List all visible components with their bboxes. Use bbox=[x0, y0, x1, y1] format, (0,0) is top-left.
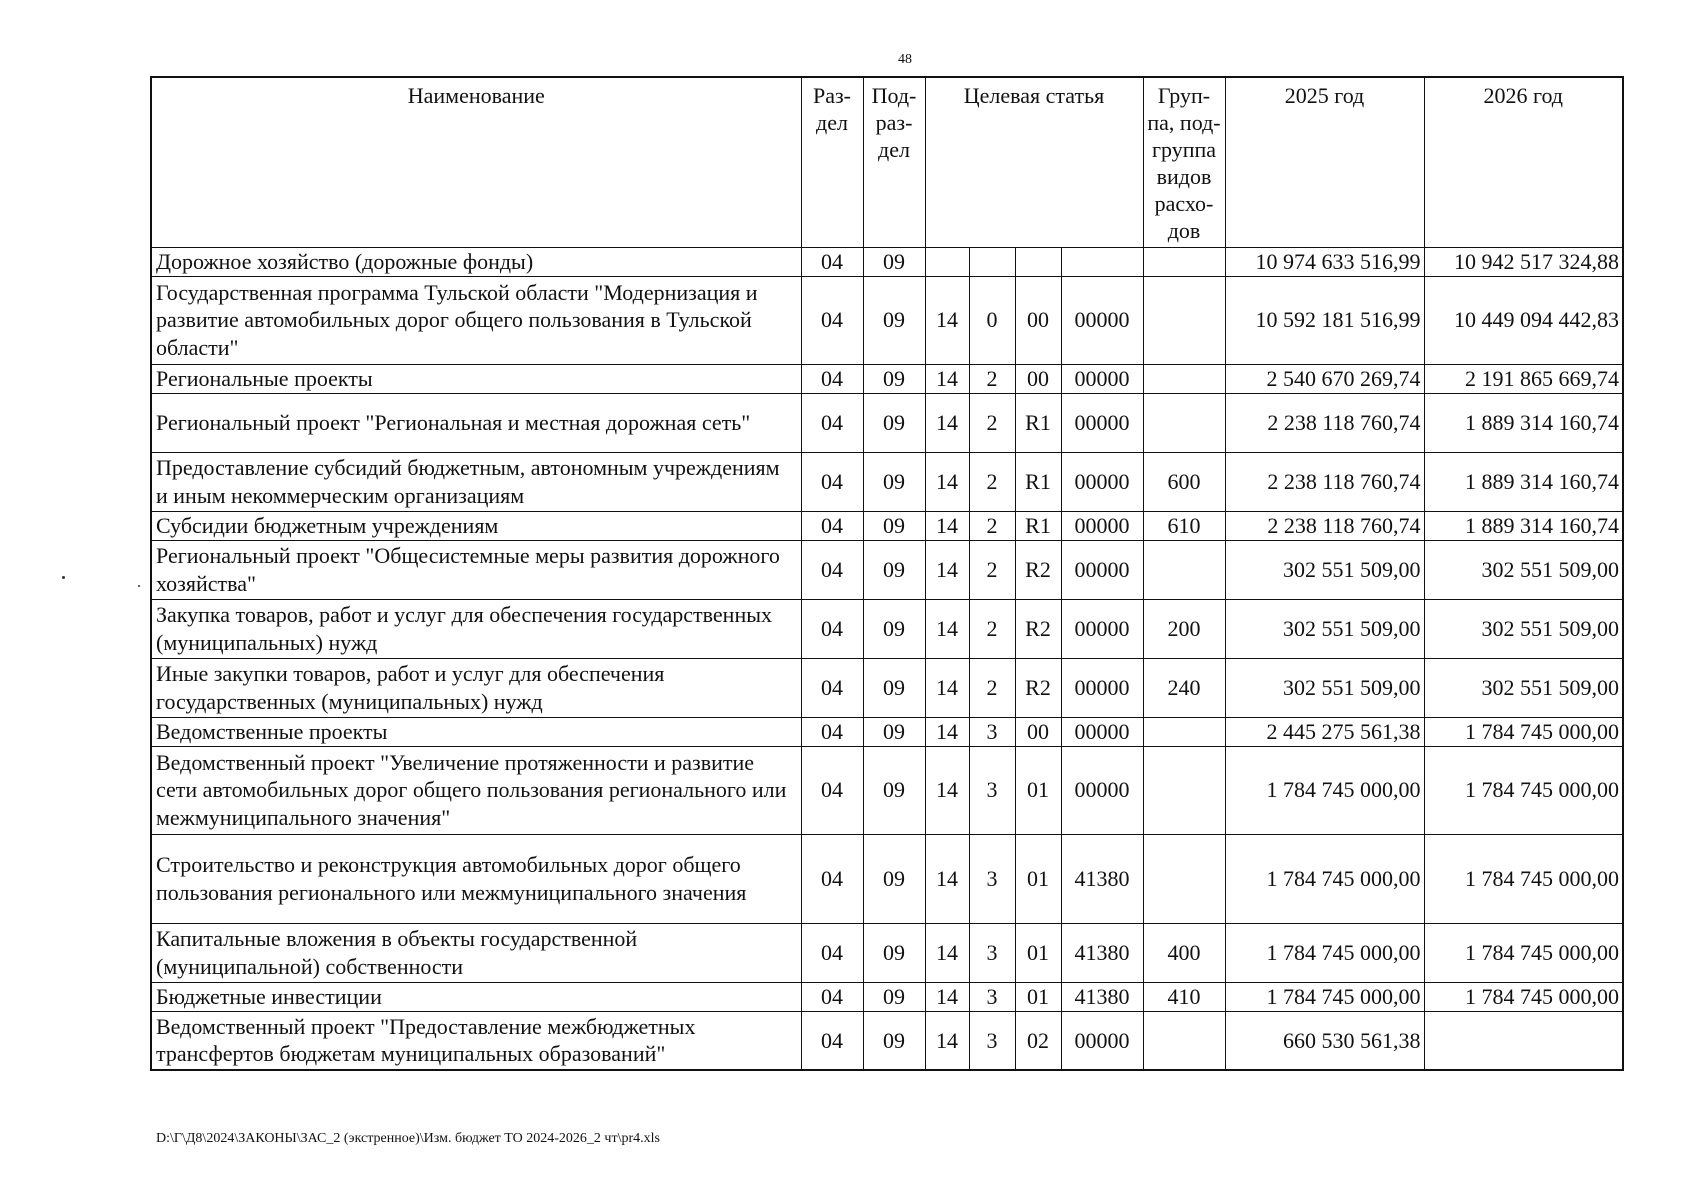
row-target-program bbox=[925, 247, 969, 276]
header-name: Наименование bbox=[151, 77, 801, 247]
row-amount-2025: 10 974 633 516,99 bbox=[1225, 247, 1424, 276]
header-podrazdel bbox=[863, 77, 925, 247]
row-podrazdel: 09 bbox=[863, 247, 925, 276]
table-row bbox=[151, 452, 1623, 511]
row-expense-group: 200 bbox=[1143, 599, 1225, 658]
row-amount-2025: 2 445 275 561,38 bbox=[1225, 717, 1424, 746]
file-path-footer: D:\Г\Д8\2024\ЗАКОНЫ\ЗАС_2 (экстренное)\Изм. бюджет ТО 2024-2026_2 чт\pr4.xls bbox=[156, 1131, 660, 1146]
row-target-event: 00 bbox=[1015, 364, 1061, 393]
row-amount-2025: 2 238 118 760,74 bbox=[1225, 511, 1424, 540]
row-target-subprogram: 2 bbox=[969, 658, 1015, 717]
row-target-direction: 00000 bbox=[1061, 452, 1143, 511]
row-amount-2025: 660 530 561,38 bbox=[1225, 1011, 1424, 1070]
row-amount-2026: 1 889 314 160,74 bbox=[1424, 511, 1623, 540]
row-razdel: 04 bbox=[801, 276, 863, 364]
row-expense-group: 400 bbox=[1143, 923, 1225, 982]
row-target-program: 14 bbox=[925, 658, 969, 717]
header-group bbox=[1143, 77, 1225, 247]
row-podrazdel: 09 bbox=[863, 540, 925, 599]
row-target-direction: 00000 bbox=[1061, 658, 1143, 717]
table-row bbox=[151, 923, 1623, 982]
row-podrazdel: 09 bbox=[863, 717, 925, 746]
row-podrazdel: 09 bbox=[863, 393, 925, 452]
row-amount-2026: 10 449 094 442,83 bbox=[1424, 276, 1623, 364]
row-amount-2025: 2 540 670 269,74 bbox=[1225, 364, 1424, 393]
row-target-event: 01 bbox=[1015, 982, 1061, 1011]
row-target-event: R1 bbox=[1015, 511, 1061, 540]
row-target-program: 14 bbox=[925, 276, 969, 364]
row-amount-2025: 1 784 745 000,00 bbox=[1225, 982, 1424, 1011]
table-row bbox=[151, 393, 1623, 452]
header-razdel bbox=[801, 77, 863, 247]
row-podrazdel: 09 bbox=[863, 511, 925, 540]
row-target-direction: 41380 bbox=[1061, 923, 1143, 982]
row-razdel: 04 bbox=[801, 834, 863, 923]
row-target-direction: 00000 bbox=[1061, 717, 1143, 746]
row-name: Иные закупки товаров, работ и услуг для обеспечения государственных (муниципальных) нужд bbox=[151, 658, 801, 717]
row-expense-group: 410 bbox=[1143, 982, 1225, 1011]
header-razdel-line: дел bbox=[816, 110, 848, 135]
row-name: Субсидии бюджетным учреждениям bbox=[151, 511, 801, 540]
table-body bbox=[151, 247, 1623, 1070]
row-amount-2026: 302 551 509,00 bbox=[1424, 540, 1623, 599]
row-target-program: 14 bbox=[925, 923, 969, 982]
table-row bbox=[151, 658, 1623, 717]
row-target-event: 01 bbox=[1015, 834, 1061, 923]
row-target-subprogram: 2 bbox=[969, 393, 1015, 452]
row-target-program: 14 bbox=[925, 834, 969, 923]
row-target-subprogram: 2 bbox=[969, 364, 1015, 393]
row-target-subprogram: 3 bbox=[969, 717, 1015, 746]
row-amount-2026: 1 784 745 000,00 bbox=[1424, 717, 1623, 746]
row-amount-2025: 1 784 745 000,00 bbox=[1225, 923, 1424, 982]
table-row bbox=[151, 540, 1623, 599]
row-expense-group: 600 bbox=[1143, 452, 1225, 511]
header-2026: 2026 год bbox=[1424, 77, 1623, 247]
row-name: Региональный проект "Региональная и местная дорожная сеть" bbox=[151, 393, 801, 452]
row-razdel: 04 bbox=[801, 511, 863, 540]
row-target-program: 14 bbox=[925, 982, 969, 1011]
row-name: Региональный проект "Общесистемные меры развития дорожного хозяйства" bbox=[151, 540, 801, 599]
row-razdel: 04 bbox=[801, 746, 863, 834]
row-target-subprogram: 3 bbox=[969, 923, 1015, 982]
row-razdel: 04 bbox=[801, 599, 863, 658]
row-name: Закупка товаров, работ и услуг для обеспечения государственных (муниципальных) нужд bbox=[151, 599, 801, 658]
row-name: Бюджетные инвестиции bbox=[151, 982, 801, 1011]
header-podrazdel-line: дел bbox=[878, 137, 910, 162]
table-header-row bbox=[151, 77, 1623, 247]
row-razdel: 04 bbox=[801, 658, 863, 717]
row-amount-2026: 2 191 865 669,74 bbox=[1424, 364, 1623, 393]
table-row bbox=[151, 746, 1623, 834]
table-row bbox=[151, 276, 1623, 364]
row-target-subprogram: 3 bbox=[969, 834, 1015, 923]
row-name: Ведомственный проект "Увеличение протяженности и развитие сети автомобильных дорог общего пользования регионального или межмуниципального значения" bbox=[151, 746, 801, 834]
row-target-subprogram: 3 bbox=[969, 982, 1015, 1011]
row-razdel: 04 bbox=[801, 247, 863, 276]
row-target-event: R1 bbox=[1015, 393, 1061, 452]
header-razdel-line: Раз- bbox=[812, 83, 852, 108]
row-expense-group bbox=[1143, 834, 1225, 923]
row-target-direction: 00000 bbox=[1061, 276, 1143, 364]
row-target-subprogram: 0 bbox=[969, 276, 1015, 364]
row-podrazdel: 09 bbox=[863, 834, 925, 923]
row-target-event: R1 bbox=[1015, 452, 1061, 511]
row-amount-2026: 10 942 517 324,88 bbox=[1424, 247, 1623, 276]
row-amount-2025: 302 551 509,00 bbox=[1225, 658, 1424, 717]
row-amount-2025: 302 551 509,00 bbox=[1225, 540, 1424, 599]
row-target-subprogram: 2 bbox=[969, 599, 1015, 658]
row-name: Предоставление субсидий бюджетным, автономным учреждениям и иным некоммерческим организациям bbox=[151, 452, 801, 511]
row-razdel: 04 bbox=[801, 1011, 863, 1070]
row-target-direction: 00000 bbox=[1061, 393, 1143, 452]
row-target-event: R2 bbox=[1015, 658, 1061, 717]
header-group-line: группа bbox=[1151, 137, 1217, 162]
row-podrazdel: 09 bbox=[863, 923, 925, 982]
table-row bbox=[151, 599, 1623, 658]
row-expense-group bbox=[1143, 746, 1225, 834]
row-razdel: 04 bbox=[801, 452, 863, 511]
row-expense-group bbox=[1143, 540, 1225, 599]
row-podrazdel: 09 bbox=[863, 746, 925, 834]
row-name: Государственная программа Тульской области "Модернизация и развитие автомобильных дорог общего пользования в Тульской области" bbox=[151, 276, 801, 364]
row-expense-group bbox=[1143, 247, 1225, 276]
table-row bbox=[151, 982, 1623, 1011]
row-amount-2026: 1 784 745 000,00 bbox=[1424, 923, 1623, 982]
row-expense-group bbox=[1143, 276, 1225, 364]
row-target-program: 14 bbox=[925, 599, 969, 658]
row-target-direction: 00000 bbox=[1061, 1011, 1143, 1070]
row-target-program: 14 bbox=[925, 540, 969, 599]
row-target-event: 01 bbox=[1015, 746, 1061, 834]
row-target-direction: 41380 bbox=[1061, 982, 1143, 1011]
row-name: Ведомственный проект "Предоставление межбюджетных трансфертов бюджетам муниципальных образований" bbox=[151, 1011, 801, 1070]
row-expense-group: 610 bbox=[1143, 511, 1225, 540]
row-expense-group bbox=[1143, 1011, 1225, 1070]
row-target-direction: 41380 bbox=[1061, 834, 1143, 923]
header-group-line: па, под- bbox=[1147, 110, 1221, 135]
row-target-program: 14 bbox=[925, 364, 969, 393]
row-target-direction: 00000 bbox=[1061, 511, 1143, 540]
row-razdel: 04 bbox=[801, 364, 863, 393]
row-target-event: R2 bbox=[1015, 540, 1061, 599]
row-razdel: 04 bbox=[801, 982, 863, 1011]
row-amount-2025: 1 784 745 000,00 bbox=[1225, 746, 1424, 834]
header-group-line: Груп- bbox=[1157, 83, 1211, 108]
row-target-subprogram: 3 bbox=[969, 1011, 1015, 1070]
row-razdel: 04 bbox=[801, 923, 863, 982]
row-target-direction: 00000 bbox=[1061, 746, 1143, 834]
row-podrazdel: 09 bbox=[863, 452, 925, 511]
header-target-article: Целевая статья bbox=[925, 77, 1143, 247]
row-target-direction: 00000 bbox=[1061, 599, 1143, 658]
row-amount-2026: 1 784 745 000,00 bbox=[1424, 746, 1623, 834]
row-amount-2026: 1 784 745 000,00 bbox=[1424, 982, 1623, 1011]
table-row bbox=[151, 1011, 1623, 1070]
row-target-event bbox=[1015, 247, 1061, 276]
row-target-subprogram: 2 bbox=[969, 511, 1015, 540]
scan-speck bbox=[138, 585, 140, 587]
row-podrazdel: 09 bbox=[863, 599, 925, 658]
row-target-direction bbox=[1061, 247, 1143, 276]
row-name: Капитальные вложения в объекты государственной (муниципальной) собственности bbox=[151, 923, 801, 982]
row-podrazdel: 09 bbox=[863, 1011, 925, 1070]
row-podrazdel: 09 bbox=[863, 364, 925, 393]
row-amount-2026: 302 551 509,00 bbox=[1424, 658, 1623, 717]
row-podrazdel: 09 bbox=[863, 276, 925, 364]
row-target-subprogram bbox=[969, 247, 1015, 276]
row-target-program: 14 bbox=[925, 511, 969, 540]
budget-table bbox=[150, 76, 1624, 1071]
row-target-direction: 00000 bbox=[1061, 540, 1143, 599]
row-podrazdel: 09 bbox=[863, 658, 925, 717]
row-target-subprogram: 3 bbox=[969, 746, 1015, 834]
header-podrazdel-line: Под- bbox=[871, 83, 917, 108]
row-expense-group: 240 bbox=[1143, 658, 1225, 717]
row-amount-2025: 1 784 745 000,00 bbox=[1225, 834, 1424, 923]
row-name: Ведомственные проекты bbox=[151, 717, 801, 746]
row-podrazdel: 09 bbox=[863, 982, 925, 1011]
row-target-program: 14 bbox=[925, 746, 969, 834]
row-razdel: 04 bbox=[801, 540, 863, 599]
row-target-event: 01 bbox=[1015, 923, 1061, 982]
row-target-event: 00 bbox=[1015, 276, 1061, 364]
row-amount-2025: 2 238 118 760,74 bbox=[1225, 393, 1424, 452]
row-target-subprogram: 2 bbox=[969, 540, 1015, 599]
row-expense-group bbox=[1143, 393, 1225, 452]
row-target-program: 14 bbox=[925, 1011, 969, 1070]
row-expense-group bbox=[1143, 717, 1225, 746]
table-row bbox=[151, 717, 1623, 746]
row-amount-2025: 2 238 118 760,74 bbox=[1225, 452, 1424, 511]
row-amount-2026: 1 889 314 160,74 bbox=[1424, 452, 1623, 511]
row-target-program: 14 bbox=[925, 393, 969, 452]
header-group-line: дов bbox=[1167, 218, 1201, 243]
row-target-direction: 00000 bbox=[1061, 364, 1143, 393]
table-row bbox=[151, 511, 1623, 540]
header-podrazdel-line: раз- bbox=[875, 110, 913, 135]
page-number: 48 bbox=[898, 52, 912, 67]
row-target-program: 14 bbox=[925, 717, 969, 746]
row-amount-2026 bbox=[1424, 1011, 1623, 1070]
row-target-subprogram: 2 bbox=[969, 452, 1015, 511]
header-2025: 2025 год bbox=[1225, 77, 1424, 247]
row-amount-2025: 302 551 509,00 bbox=[1225, 599, 1424, 658]
row-amount-2026: 302 551 509,00 bbox=[1424, 599, 1623, 658]
header-group-line: расхо- bbox=[1154, 191, 1214, 216]
row-amount-2026: 1 889 314 160,74 bbox=[1424, 393, 1623, 452]
row-amount-2025: 10 592 181 516,99 bbox=[1225, 276, 1424, 364]
row-razdel: 04 bbox=[801, 393, 863, 452]
row-razdel: 04 bbox=[801, 717, 863, 746]
table-row bbox=[151, 247, 1623, 276]
row-name: Строительство и реконструкция автомобильных дорог общего пользования регионального или межмуниципального значения bbox=[151, 834, 801, 923]
row-expense-group bbox=[1143, 364, 1225, 393]
header-group-line: видов bbox=[1156, 164, 1212, 189]
table-row bbox=[151, 364, 1623, 393]
row-target-event: R2 bbox=[1015, 599, 1061, 658]
row-target-event: 00 bbox=[1015, 717, 1061, 746]
row-amount-2026: 1 784 745 000,00 bbox=[1424, 834, 1623, 923]
scan-speck bbox=[62, 576, 65, 579]
row-target-event: 02 bbox=[1015, 1011, 1061, 1070]
table-row bbox=[151, 834, 1623, 923]
row-target-program: 14 bbox=[925, 452, 969, 511]
row-name: Дорожное хозяйство (дорожные фонды) bbox=[151, 247, 801, 276]
row-name: Региональные проекты bbox=[151, 364, 801, 393]
